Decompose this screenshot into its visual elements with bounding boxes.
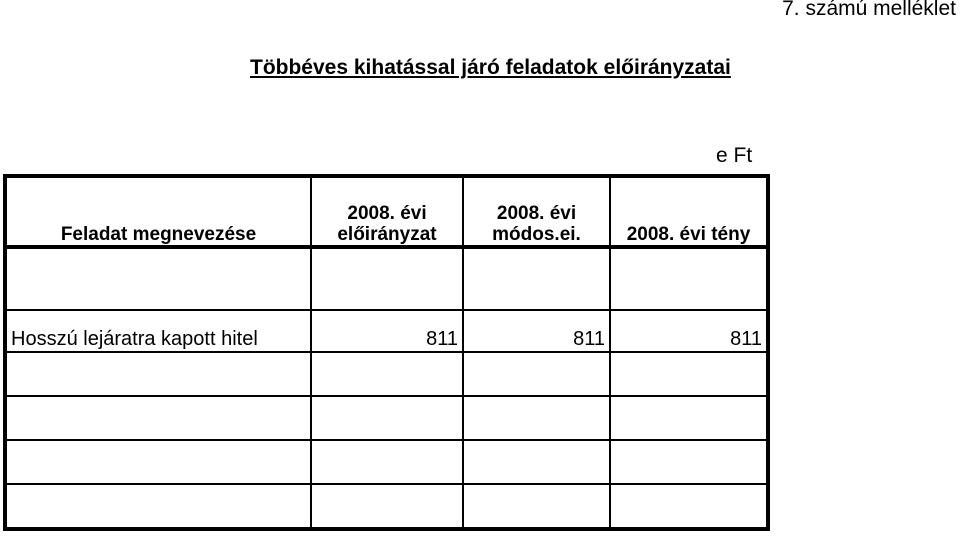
row-modified-value: 811 (463, 310, 610, 352)
header-actual: 2008. évi tény (610, 176, 768, 247)
table-header-row (5, 176, 768, 247)
page-title: Többéves kihatással járó feladatok előirányzatai (250, 56, 731, 79)
header-task-name: Feladat megnevezése (5, 176, 311, 247)
appropriations-table (3, 174, 770, 531)
header-plan-line1: 2008. évi (347, 203, 427, 224)
row-actual-value: 811 (610, 310, 768, 352)
table-row (5, 310, 768, 352)
row-task-name: Hosszú lejáratra kapott hitel (5, 310, 311, 352)
empty-row (5, 440, 768, 484)
unit-label: e Ft (716, 144, 753, 167)
empty-row (5, 352, 768, 396)
spacer-row (5, 247, 768, 310)
header-plan-line2: előirányzat (337, 224, 437, 245)
row-plan-value: 811 (311, 310, 463, 352)
header-modified-line2: módos.ei. (492, 224, 581, 245)
header-plan (311, 176, 463, 247)
header-modified (463, 176, 610, 247)
empty-row (5, 484, 768, 529)
header-modified-line1: 2008. évi (496, 203, 577, 224)
annex-label: 7. számú melléklet (782, 0, 956, 20)
empty-row (5, 396, 768, 440)
